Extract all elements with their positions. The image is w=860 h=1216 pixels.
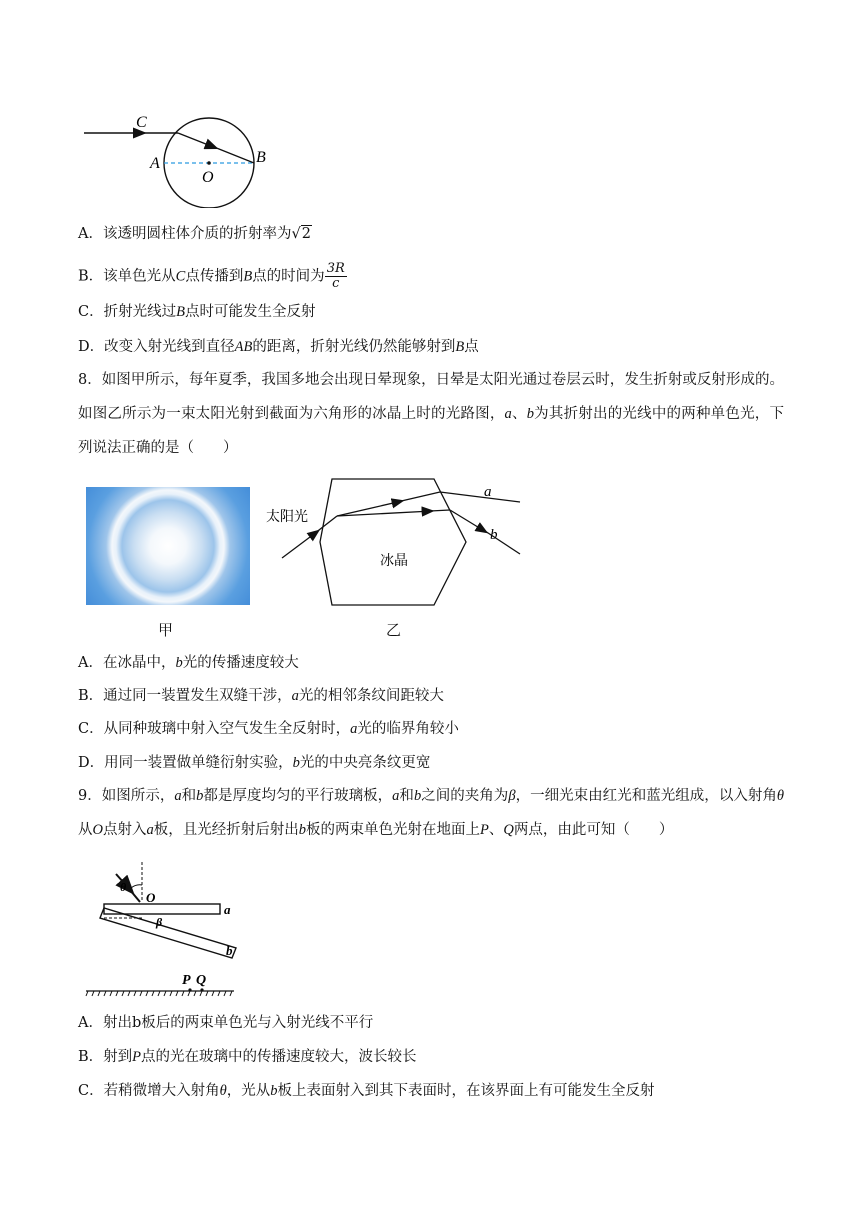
sunlight-label: 太阳光 [266, 510, 308, 525]
fig-o-label: O [146, 890, 156, 905]
q8-option-a: A．在冰晶中，b光的传播速度较大 [78, 655, 299, 671]
ice-label: 冰晶 [380, 554, 408, 569]
q7-option-a: A．该透明圆柱体介质的折射率为√2 [78, 226, 311, 242]
q7-option-c: C．折射光线过B点时可能发生全反射 [78, 304, 316, 320]
fig-p-label: P [182, 973, 191, 988]
fig-jia-caption: 甲 [158, 621, 174, 639]
fig-theta-label: θ [120, 880, 127, 894]
q8-option-c: C．从同种玻璃中射入空气发生全反射时，a光的临界角较小 [78, 721, 459, 737]
q9-option-b: B．射到P点的光在玻璃中的传播速度较大，波长较长 [78, 1049, 417, 1065]
label-c: C [136, 114, 147, 131]
q7-option-b: B．该单色光从C点传播到B点的时间为 $\frac{3R}{c}$ [78, 261, 345, 291]
label-o: O [202, 169, 214, 186]
ray-a [440, 492, 520, 502]
ray-a-label: a [484, 484, 492, 500]
q9-option-a: A．射出b板后的两束单色光与入射光线不平行 [78, 1015, 374, 1031]
q9-stem: 9．如图所示，a和b都是厚度均匀的平行玻璃板，a和b之间的夹角为β，一细光束由红光和蓝光组成，以入射角θ从O点射入a板，且光经折射后射出b板的两束单色光射在地面上P、Q两点，由此可知（ ） [78, 788, 785, 838]
glass-plates-figure [84, 858, 244, 998]
fig-b-label: b [226, 943, 233, 958]
q8-option-d: D．用同一装置做单缝衍射实验，b光的中央亮条纹更宽 [78, 755, 431, 771]
q9-option-c: C．若稍微增大入射角θ，光从b板上表面射入到其下表面时，在该界面上有可能发生全反射 [78, 1083, 655, 1099]
q8-stem: 8．如图甲所示，每年夏季，我国多地会出现日晕现象，日晕是太阳光通过卷层云时，发生折射或反射形成的。如图乙所示为一束太阳光射到截面为六角形的冰晶上时的光路图，a、b为其折射出的光线中的两种单色光，下列说法正确的是（ ） [78, 372, 785, 456]
fig-q-label: Q [196, 973, 207, 988]
refracted-ray [178, 133, 216, 148]
fig-beta-label: β [156, 915, 163, 929]
ray-b-label: b [490, 527, 498, 543]
sun-halo-photo [86, 487, 250, 605]
label-b: B [256, 149, 266, 166]
hexagon [320, 479, 466, 605]
circle-refraction-figure [78, 108, 288, 208]
fig-yi-caption: 乙 [386, 621, 402, 639]
plate-a [104, 904, 220, 914]
ray-b [482, 529, 520, 554]
plate-b [100, 908, 236, 958]
ice-crystal-figure [262, 474, 532, 614]
q8-option-b: B．通过同一装置发生双缝干涉，a光的相邻条纹间距较大 [78, 688, 444, 704]
label-a: A [150, 155, 160, 172]
q7-option-d: D．改变入射光线到直径AB的距离，折射光线仍然能够射到B点 [78, 339, 479, 355]
fig-a-label: a [224, 902, 231, 917]
